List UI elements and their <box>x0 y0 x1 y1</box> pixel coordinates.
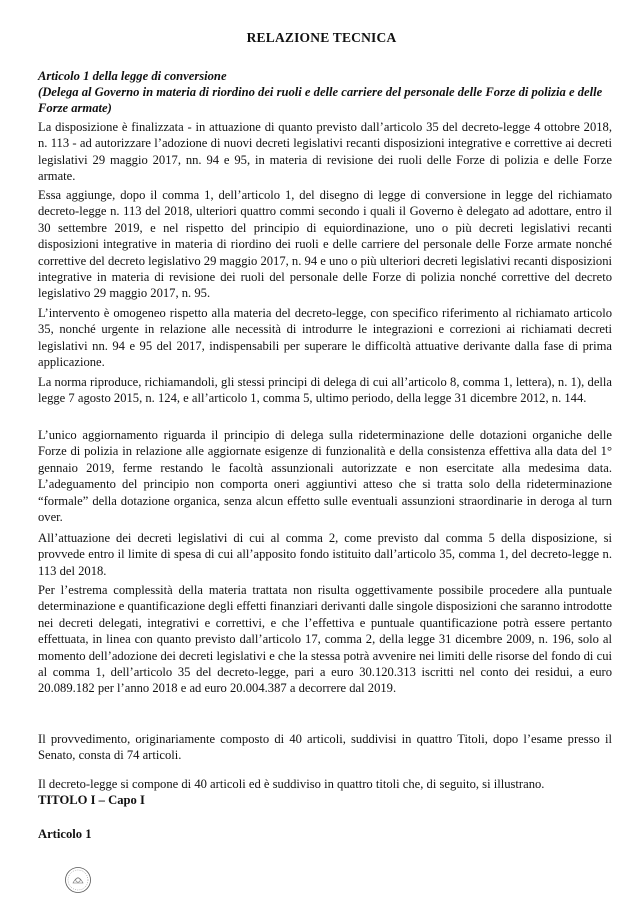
seal-stamp <box>64 866 92 894</box>
article-heading <box>38 68 612 116</box>
paragraph-1: La disposizione è finalizzata - in attuazione di quanto previsto dall’articolo 35 del decreto-legge 4 ottobre 2018, n. 113 - ad autorizzare l’adozione di nuovi decreti legislativi recanti disposizioni integrative e correttive ai decreti legislativi 29 maggio 2017, nn. 94 e 95, in materia di revisione dei ruoli delle Forze di polizia e delle Forze armate. <box>38 120 612 184</box>
paragraph-7: Per l’estrema complessità della materia trattata non risulta oggettivamente possibile procedere alla puntuale determinazione e quantificazione degli effetti finanziari derivanti dalle singole disposizioni che saranno introdotte nei decreti delegati, integrativi e correttivi, e che l’effettiva e puntuale quantificazione potrà essere pertanto effettuata, in linea con quanto previsto dall’articolo 17, comma 2, della legge 31 dicembre 2009, n. 196, solo al momento dell’adozione dei decreti legislativi e che la stessa potrà avvenire nei limiti delle risorse del fondo di cui al comma 1, dell’articolo 35 del decreto-legge, pari a euro 30.120.313 iscritti nel conto dei residui, a euro 20.089.182 per l’anno 2018 e ad euro 20.004.387 a decorrere dal 2019. <box>38 583 612 696</box>
paragraph-5: L’unico aggiornamento riguarda il principio di delega sulla rideterminazione delle dotazioni organiche delle Forze di polizia in relazione alle aggiornate esigenze di funzionalità e della consistenza effettiva alla data del 1° gennaio 2019, ferme restando le facoltà assunzionali autorizzate e non esercitate alla medesima data. L’adeguamento del principio non comporta oneri aggiuntivi atteso che si tratta solo della rideterminazione “formale” della dotazione organica, senza alcun effetto sulle eventuali assunzioni straordinarie in deroga al turn over. <box>38 428 612 525</box>
document-title: RELAZIONE TECNICA <box>246 30 397 45</box>
titolo-heading: TITOLO I – Capo I <box>38 793 145 807</box>
articolo-heading: Articolo 1 <box>38 827 92 841</box>
article-heading-line2: (Delega al Governo in materia di riordino dei ruoli e delle carriere del personale delle Forze di polizia e delle Forze armate) <box>38 85 603 115</box>
paragraph-2: Essa aggiunge, dopo il comma 1, dell’articolo 1, del disegno di legge di conversione in legge del richiamato decreto-legge n. 113 del 2018, ulteriori quattro commi secondo i quali il Governo è delegato ad adottare, entro il 30 settembre 2019, e nel rispetto del principio di equiordinazione, uno o più decreti legislativi recanti disposizioni integrative in materia di riordino dei ruoli e delle carriere del personale delle Forze armate nonché correttive del decreto legislativo 29 maggio 2017, n. 94 e uno o più ulteriori decreti legislativi recanti disposizioni integrative in materia di revisione dei ruoli del personale delle Forze di polizia nonché correttive del decreto legislativo 29 maggio 2017, n. 95. <box>38 188 612 301</box>
paragraph-6: All’attuazione dei decreti legislativi di cui al comma 2, come previsto dal comma 5 della disposizione, si provvede entro il limite di spesa di cui all’apposito fondo istituito dall’articolo 35, comma 1, del decreto-legge n. 113 del 2018. <box>38 531 612 578</box>
paragraph-3: L’intervento è omogeneo rispetto alla materia del decreto-legge, con specifico riferimento al richiamato articolo 35, nonché urgente in relazione alle necessità di introdurre le integrazioni e correzioni ai richiamati decreti legislativi nn. 94 e 95 del 2017, indispensabili per superare le difficoltà attuative derivante dalla fase di prima applicazione. <box>38 306 612 370</box>
paragraph-4: La norma riproduce, richiamandoli, gli stessi principi di delega di cui all’articolo 8, comma 1, lettera), n. 1), della legge 7 agosto 2015, n. 124, e all’articolo 1, comma 5, ultimo periodo, della legge 31 dicembre 2012, n. 144. <box>38 375 612 406</box>
article-heading-line1: Articolo 1 della legge di conversione <box>38 69 227 83</box>
paragraph-8: Il provvedimento, originariamente composto di 40 articoli, suddivisi in quattro Titoli, dopo l’esame presso il Senato, consta di 74 articoli. <box>38 732 612 763</box>
paragraph-9: Il decreto-legge si compone di 40 articoli ed è suddiviso in quattro titoli che, di seguito, si illustrano. <box>38 777 545 791</box>
